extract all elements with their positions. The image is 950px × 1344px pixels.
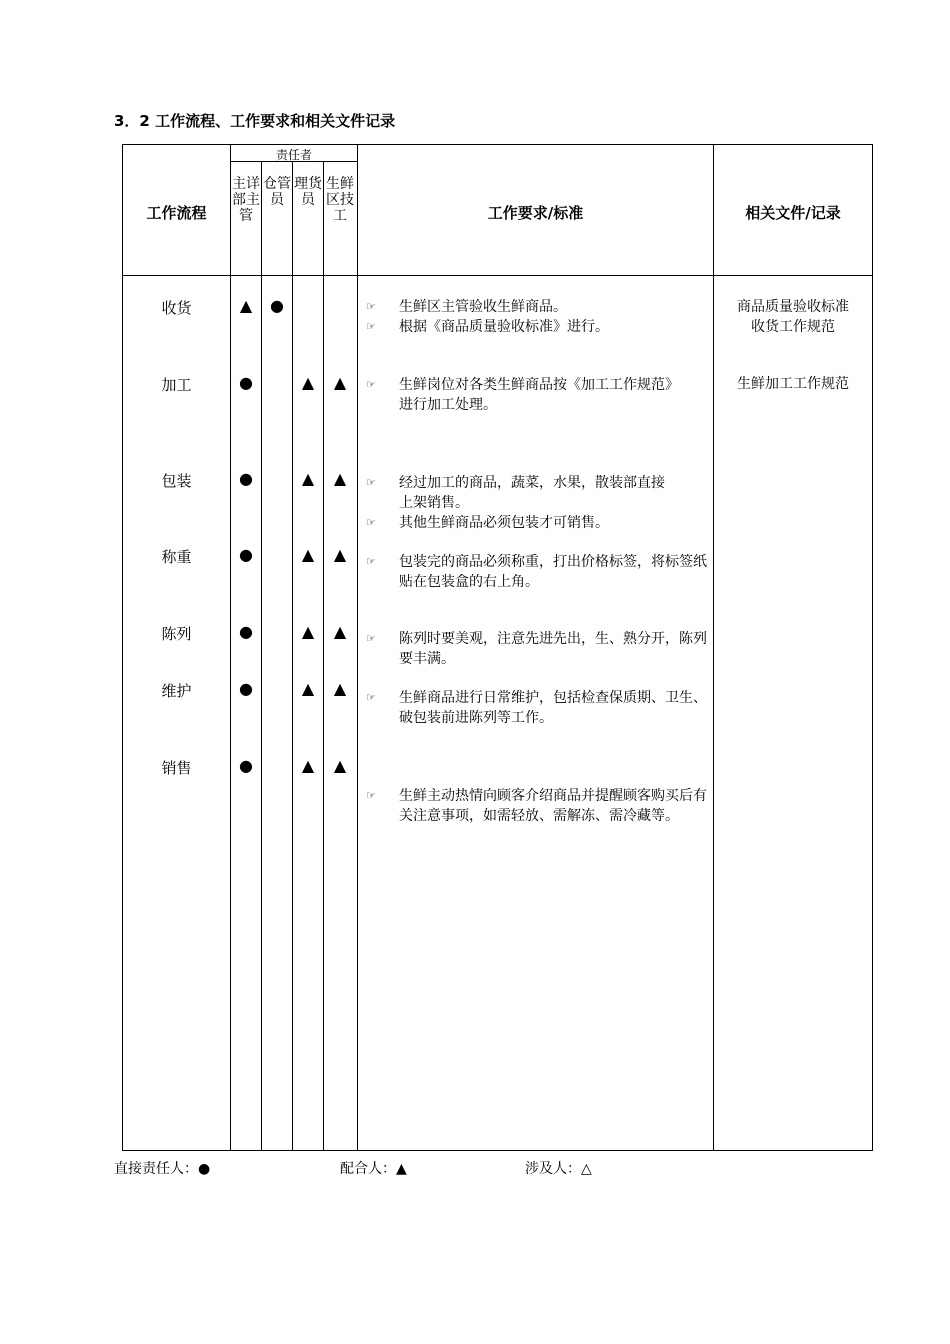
- documents-receiving: [714, 297, 872, 337]
- requirement-item: [364, 317, 709, 337]
- pointing-hand-icon: ☞: [366, 555, 376, 568]
- table-top-border: [122, 144, 873, 145]
- header-role-manager: 主详部主管: [232, 176, 260, 224]
- outline-triangle-icon: △: [581, 1161, 592, 1177]
- requirement-text: 经过加工的商品，蔬菜，水果，散装部直接上架销售。: [399, 475, 665, 511]
- requirements-maintenance: [364, 688, 709, 728]
- mark-packaging-technician: ▲: [333, 469, 347, 488]
- step-packaging: 包装: [161, 472, 192, 490]
- legend-cooperate-label: 配合人：: [340, 1161, 396, 1177]
- step-maintenance: 维护: [161, 682, 192, 700]
- col-divider-3: [292, 161, 293, 1151]
- step-receiving: 收货: [161, 299, 192, 317]
- requirements-receiving: [364, 297, 709, 337]
- filled-triangle-icon: ▲: [396, 1161, 407, 1177]
- requirement-text: 其他生鲜商品必须包装才可销售。: [399, 515, 609, 531]
- document-item: 商品质量验收标准: [737, 299, 849, 315]
- col-divider-1: [230, 144, 231, 1151]
- header-bottom-border: [122, 275, 873, 276]
- legend-involved: [525, 1158, 592, 1178]
- mark-display-manager: ●: [239, 622, 253, 641]
- section-title: 3．2 工作流程、工作要求和相关文件记录: [114, 112, 396, 130]
- mark-display-stocker: ▲: [301, 622, 315, 641]
- col-divider-4: [323, 161, 324, 1151]
- step-weighing: 称重: [161, 548, 192, 566]
- requirement-text: 生鲜区主管验收生鲜商品。: [399, 299, 567, 315]
- requirement-item: [364, 552, 709, 592]
- header-responsible: 责任者: [275, 148, 312, 162]
- mark-receiving-manager: ▲: [239, 296, 253, 315]
- document-item: 收货工作规范: [751, 319, 835, 335]
- pointing-hand-icon: ☞: [366, 789, 376, 802]
- mark-sales-technician: ▲: [333, 756, 347, 775]
- header-role-warehouse: 仓管员: [263, 176, 291, 208]
- mark-processing-technician: ▲: [333, 373, 347, 392]
- requirement-item: [364, 375, 674, 415]
- mark-sales-manager: ●: [239, 756, 253, 775]
- mark-packaging-manager: ●: [239, 469, 253, 488]
- requirements-packaging: [364, 473, 674, 533]
- step-processing: 加工: [161, 376, 192, 394]
- header-requirements: 工作要求/标准: [487, 204, 584, 222]
- step-display: 陈列: [161, 625, 192, 643]
- mark-weighing-technician: ▲: [333, 545, 347, 564]
- requirements-sales: [364, 786, 709, 826]
- requirement-text: 生鲜主动热情向顾客介绍商品并提醒顾客购买后有关注意事项，如需轻放、需解冻、需冷藏等。: [399, 788, 707, 824]
- legend-direct-label: 直接责任人：: [114, 1161, 198, 1177]
- table-left-border: [122, 144, 123, 1151]
- requirement-item: [364, 513, 674, 533]
- col-divider-5: [357, 144, 358, 1151]
- requirement-text: 包装完的商品必须称重，打出价格标签，将标签纸贴在包装盒的右上角。: [399, 554, 707, 590]
- requirements-processing: [364, 375, 674, 415]
- pointing-hand-icon: ☞: [366, 516, 376, 529]
- filled-circle-icon: ●: [198, 1161, 211, 1177]
- requirement-text: 生鲜岗位对各类生鲜商品按《加工工作规范》进行加工处理。: [399, 377, 672, 413]
- table-right-border: [872, 144, 873, 1151]
- pointing-hand-icon: ☞: [366, 320, 376, 333]
- mark-processing-manager: ●: [239, 373, 253, 392]
- col-divider-6: [713, 144, 714, 1151]
- header-flow: 工作流程: [146, 204, 207, 222]
- requirement-text: 根据《商品质量验收标准》进行。: [399, 319, 609, 335]
- pointing-hand-icon: ☞: [366, 378, 376, 391]
- pointing-hand-icon: ☞: [366, 632, 376, 645]
- pointing-hand-icon: ☞: [366, 691, 376, 704]
- requirements-display: [364, 629, 709, 669]
- legend-cooperate: [340, 1158, 407, 1178]
- header-documents: 相关文件/记录: [745, 204, 841, 222]
- requirement-text: 陈列时要美观，注意先进先出，生、熟分开，陈列要丰满。: [399, 631, 707, 667]
- mark-maintenance-stocker: ▲: [301, 679, 315, 698]
- requirement-item: [364, 629, 709, 669]
- legend-direct: [114, 1158, 210, 1178]
- table-bottom-border: [122, 1150, 873, 1151]
- requirement-item: [364, 688, 709, 728]
- mark-display-technician: ▲: [333, 622, 347, 641]
- requirement-item: [364, 297, 709, 317]
- requirement-text: 生鲜商品进行日常维护，包括检查保质期、卫生、破包装前进陈列等工作。: [399, 690, 707, 726]
- mark-processing-stocker: ▲: [301, 373, 315, 392]
- mark-packaging-stocker: ▲: [301, 469, 315, 488]
- mark-sales-stocker: ▲: [301, 756, 315, 775]
- header-role-stocker: 理货员: [294, 176, 322, 208]
- requirement-item: [364, 786, 709, 826]
- pointing-hand-icon: ☞: [366, 300, 376, 313]
- mark-weighing-stocker: ▲: [301, 545, 315, 564]
- requirement-item: [364, 473, 674, 513]
- mark-weighing-manager: ●: [239, 545, 253, 564]
- legend-involved-label: 涉及人：: [525, 1161, 581, 1177]
- documents-processing: [714, 374, 872, 394]
- mark-maintenance-manager: ●: [239, 679, 253, 698]
- mark-receiving-warehouse: ●: [270, 296, 284, 315]
- pointing-hand-icon: ☞: [366, 476, 376, 489]
- mark-maintenance-technician: ▲: [333, 679, 347, 698]
- header-role-technician: 生鲜区技工: [326, 176, 354, 224]
- document-item: 生鲜加工工作规范: [737, 376, 849, 392]
- requirements-weighing: [364, 552, 709, 592]
- step-sales: 销售: [161, 759, 192, 777]
